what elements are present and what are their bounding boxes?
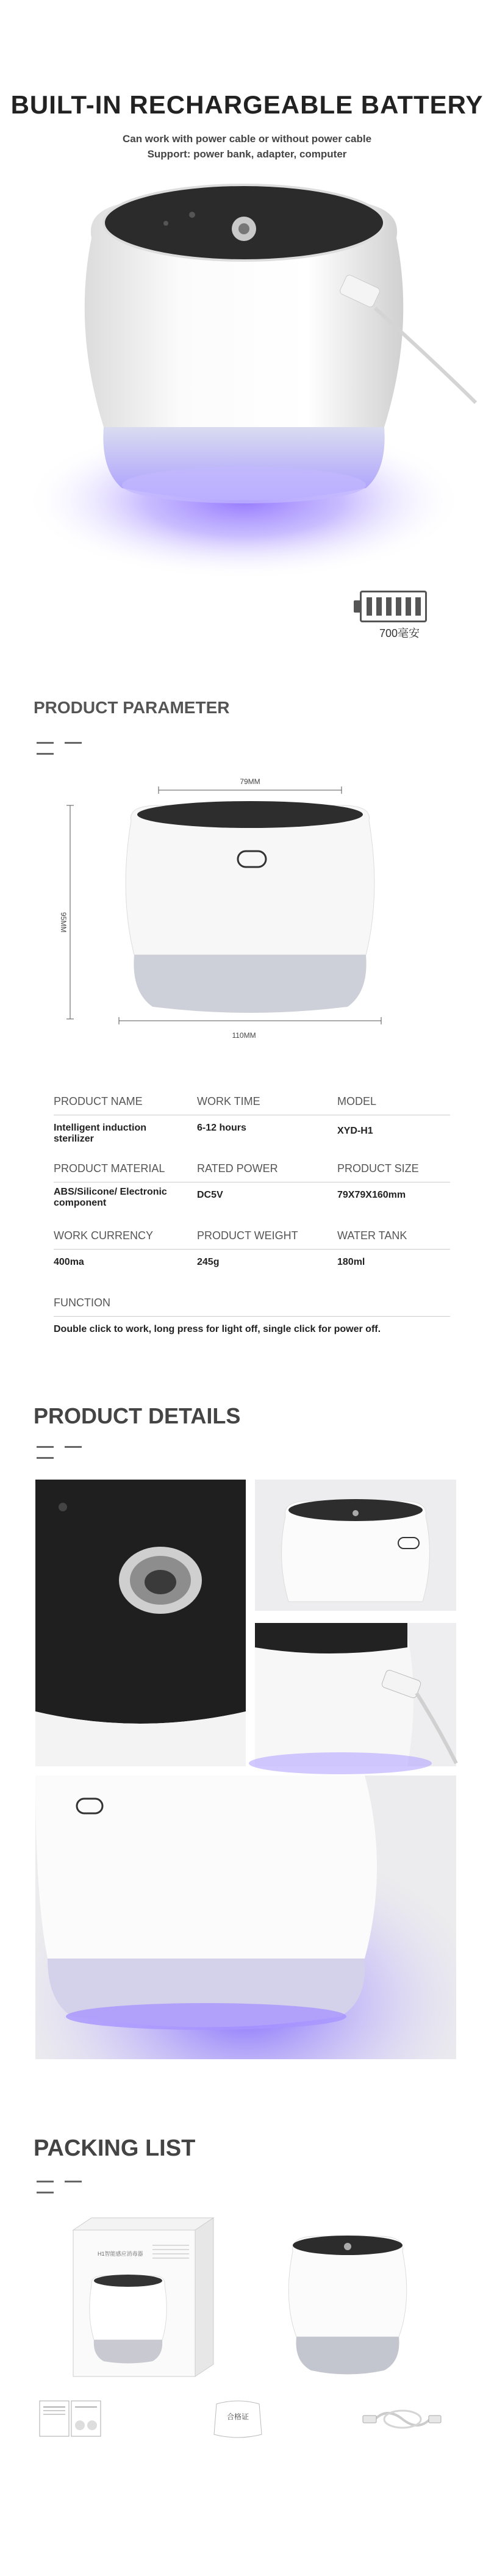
parameter-value: XYD-H1: [337, 1126, 373, 1136]
packing-manual-image: [40, 2401, 101, 2437]
detail-photo-front: [255, 1480, 456, 1611]
detail-photo-top-closeup: [35, 1480, 246, 1766]
dimension-diagram: [61, 772, 427, 1028]
packing-product-image: [268, 2221, 427, 2380]
hero-product-image: [24, 171, 488, 647]
parameter-value: DC5V: [197, 1190, 223, 1200]
parameter-label: PRODUCT WEIGHT: [197, 1229, 298, 1242]
parameter-label: MODEL: [337, 1095, 377, 1107]
function-value: Double click to work, long press for light off, single click for power off.: [54, 1324, 381, 1334]
parameter-value: 180ml: [337, 1257, 365, 1267]
parameter-label: PRODUCT SIZE: [337, 1162, 419, 1175]
battery-capacity-label: 700毫安: [379, 627, 420, 639]
dimension-bottom-label: 110MM: [232, 1031, 256, 1040]
parameter-label: WORK TIME: [197, 1095, 260, 1107]
title-dash-decoration: [37, 1440, 116, 1442]
detail-photo-uv-base: [35, 1775, 456, 2059]
detail-photo-cable: [255, 1623, 456, 1766]
packing-cable-image: [363, 2401, 442, 2437]
packing-box-image: [55, 2212, 226, 2383]
parameter-value: 245g: [197, 1257, 220, 1267]
parameter-section-title: PRODUCT PARAMETER: [34, 698, 230, 717]
parameter-label: PRODUCT MATERIAL: [54, 1162, 165, 1175]
parameter-label: PRODUCT NAME: [54, 1095, 143, 1107]
parameter-value: 400ma: [54, 1257, 84, 1267]
parameter-value: 6-12 hours: [197, 1123, 246, 1133]
function-label: FUNCTION: [54, 1297, 110, 1309]
details-section-title: PRODUCT DETAILS: [34, 1403, 241, 1428]
dimension-height-label: 95MM: [59, 912, 68, 933]
parameter-label: WORK CURRENCY: [54, 1229, 154, 1242]
parameter-value: ABS/Silicone/ Electronic component: [54, 1187, 167, 1208]
packing-section-title: PACKING LIST: [34, 2135, 196, 2161]
battery-subtitle-line2: Support: power bank, adapter, computer: [147, 148, 347, 160]
parameter-value: Intelligent induction sterilizer: [54, 1123, 146, 1144]
dimension-width-label: 79MM: [240, 777, 260, 786]
packing-certificate-image: [210, 2398, 265, 2441]
battery-icon: [360, 591, 427, 622]
battery-subtitle-line1: Can work with power cable or without power cable: [122, 133, 372, 145]
certificate-label: 合格证: [226, 2412, 249, 2421]
parameter-label: RATED POWER: [197, 1162, 278, 1175]
title-dash-decoration: [37, 2175, 116, 2176]
parameter-value: 79X79X160mm: [337, 1190, 406, 1200]
title-dash-decoration: [37, 736, 116, 738]
battery-section-title: BUILT-IN RECHARGEABLE BATTERY: [10, 90, 484, 119]
parameter-label: WATER TANK: [337, 1229, 407, 1242]
battery-tip: [354, 600, 360, 613]
packing-box-label: H1智能感应消毒器: [98, 2251, 143, 2257]
